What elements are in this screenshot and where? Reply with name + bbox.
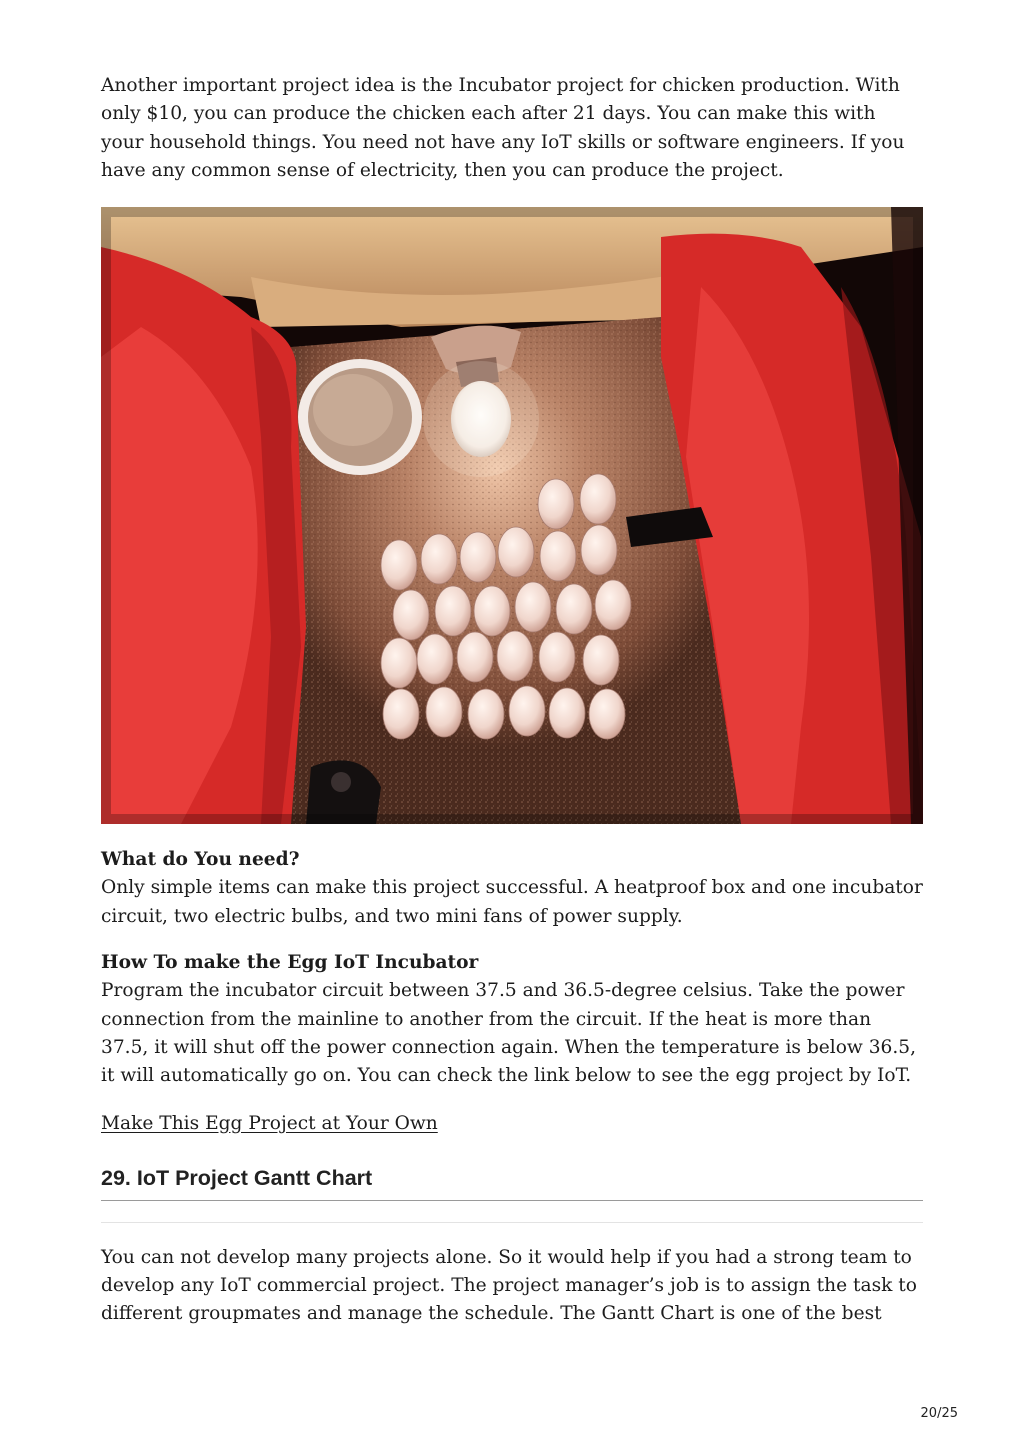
egg-project-link[interactable]: Make This Egg Project at Your Own <box>101 1112 438 1134</box>
need-heading: What do You need? <box>101 849 300 871</box>
page-number: 20/25 <box>920 1406 958 1421</box>
need-text: Only simple items can make this project successful. A heatproof box and one incubator circuit, two electric bulbs, and two mini fans of power supply. <box>101 877 923 927</box>
how-text: Program the incubator circuit between 37.5 and 36.5-degree celsius. Take the power connection from the mainline to another from the circuit. If the heat is more than 37.5, it will shut off the power connection again. When the temperature is below 36.5, it will automatically go on. You can check the link below to see the egg project by IoT. <box>101 980 917 1087</box>
article-content <box>101 72 923 1329</box>
intro-paragraph: Another important project idea is the Incubator project for chicken production. With only $10, you can produce the chicken each after 21 days. You can make this with your household things. You need not have any IoT skills or software engineers. If you have any common sense of electricity, then you can produce the project. <box>101 75 905 181</box>
section-divider <box>101 1222 923 1223</box>
section-heading: 29. IoT Project Gantt Chart <box>101 1164 923 1201</box>
how-heading: How To make the Egg IoT Incubator <box>101 952 479 974</box>
gantt-paragraph: You can not develop many projects alone. So it would help if you had a strong team to develop any IoT commercial project. The project manager’s job is to assign the task to different groupmates and manage the schedule. The Gantt Chart is one of the best <box>101 1246 917 1325</box>
incubator-photo <box>101 207 923 824</box>
